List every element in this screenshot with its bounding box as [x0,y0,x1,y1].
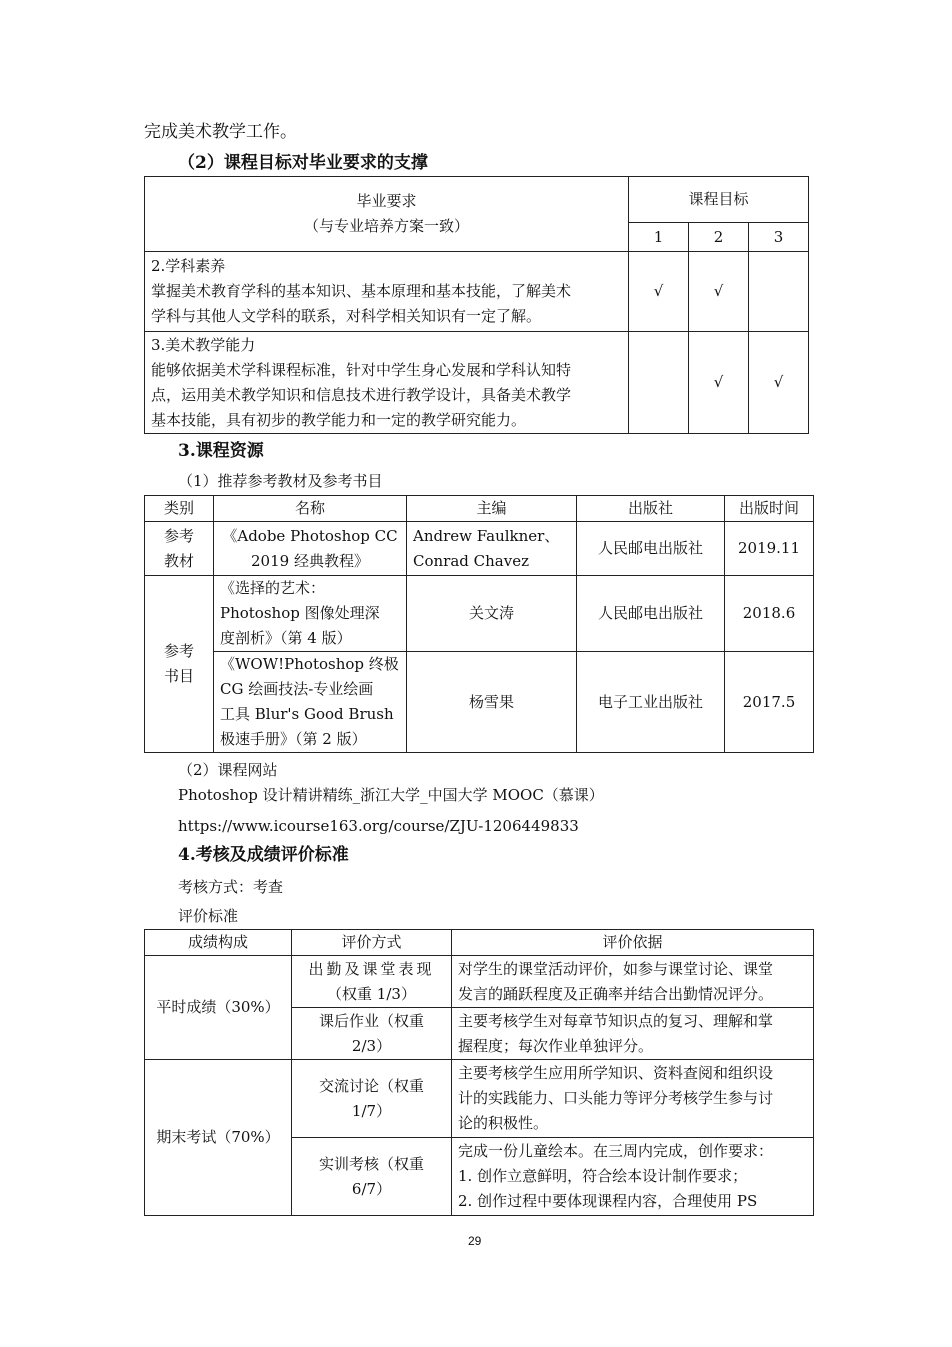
basis-cell: 完成一份儿童绘本。在三周内完成，创作要求： 1. 创作立意鲜明，符合绘本设计制作要求； 2. 创作过程中要体现课程内容，合理使用 PS [452,1138,814,1216]
check-mark: √ [689,252,749,332]
publisher-cell: 人民邮电出版社 [577,522,725,576]
date-cell: 2017.5 [725,652,814,753]
check-mark [749,252,809,332]
website-name: Photoshop 设计精讲精练_浙江大学_中国大学 MOOC（慕课） [178,786,604,804]
assessment-heading: 4.考核及成绩评价标准 [178,845,349,865]
website-url[interactable]: https://www.icourse163.org/course/ZJU-1206449833 [178,817,579,835]
header-goal: 课程目标 [629,177,809,223]
editor-cell: 杨雪果 [407,652,577,753]
method-cell: 实训考核（权重 6/7） [292,1138,452,1216]
header-date: 出版时间 [725,496,814,522]
support-table [144,176,809,434]
resources-table [144,495,814,753]
header-publisher: 出版社 [577,496,725,522]
final-exam-cell: 期末考试（70%） [145,1060,292,1216]
book-name-cell: 《Adobe Photoshop CC 2019 经典教程》 [214,522,407,576]
requirement-cell: 2.学科素养 掌握美术教育学科的基本知识、基本原理和基本技能，了解美术 学科与其他人文学科的联系，对科学相关知识有一定了解。 [145,252,629,332]
editor-cell: 关文涛 [407,576,577,652]
method-cell: 课后作业（权重 2/3） [292,1008,452,1060]
goal-number: 2 [689,223,749,252]
check-mark: √ [629,252,689,332]
page-number: 29 [468,1234,482,1248]
basis-cell: 主要考核学生对每章节知识点的复习、理解和掌 握程度；每次作业单独评分。 [452,1008,814,1060]
resources-subheading: （1）推荐参考教材及参考书目 [178,472,383,490]
assessment-table [144,929,814,1216]
check-mark: √ [749,332,809,434]
book-name-cell: 《WOW!Photoshop 终极 CG 绘画技法-专业绘画 工具 Blur's Good Brush 极速手册》（第 2 版） [214,652,407,753]
assessment-method: 考核方式：考查 [178,878,284,896]
header-basis: 评价依据 [452,930,814,956]
category-cell: 参考 教材 [145,522,214,576]
method-cell: 交流讨论（权重 1/7） [292,1060,452,1138]
publisher-cell: 电子工业出版社 [577,652,725,753]
header-category: 类别 [145,496,214,522]
date-cell: 2018.6 [725,576,814,652]
category-cell: 参考 书目 [145,576,214,753]
book-name-cell: 《选择的艺术： Photoshop 图像处理深 度剖析》（第 4 版） [214,576,407,652]
requirement-cell: 3.美术教学能力 能够依据美术学科课程标准，针对中学生身心发展和学科认知特 点，运用美术教学知识和信息技术进行教学设计，具备美术教学 基本技能，具有初步的教学能力和一定的教学研究能力。 [145,332,629,434]
criteria-label: 评价标准 [178,907,239,925]
editor-cell: Andrew Faulkner、 Conrad Chavez [407,522,577,576]
support-heading: （2）课程目标对毕业要求的支撑 [178,153,428,173]
publisher-cell: 人民邮电出版社 [577,576,725,652]
method-cell: 出勤及课堂表现 （权重 1/3） [292,956,452,1008]
usual-grade-cell: 平时成绩（30%） [145,956,292,1060]
basis-cell: 对学生的课堂活动评价，如参与课堂讨论、课堂 发言的踊跃程度及正确率并结合出勤情况评分。 [452,956,814,1008]
check-mark [629,332,689,434]
resources-heading: 3.课程资源 [178,441,264,461]
date-cell: 2019.11 [725,522,814,576]
goal-number: 1 [629,223,689,252]
header-editor: 主编 [407,496,577,522]
header-name: 名称 [214,496,407,522]
header-method: 评价方式 [292,930,452,956]
header-requirement: 毕业要求 （与专业培养方案一致） [145,177,629,252]
intro-text: 完成美术教学工作。 [144,122,297,142]
basis-cell: 主要考核学生应用所学知识、资料查阅和组织设 计的实践能力、口头能力等评分考核学生参与讨 论的积极性。 [452,1060,814,1138]
website-label: （2）课程网站 [178,761,278,779]
header-composition: 成绩构成 [145,930,292,956]
goal-number: 3 [749,223,809,252]
check-mark: √ [689,332,749,434]
